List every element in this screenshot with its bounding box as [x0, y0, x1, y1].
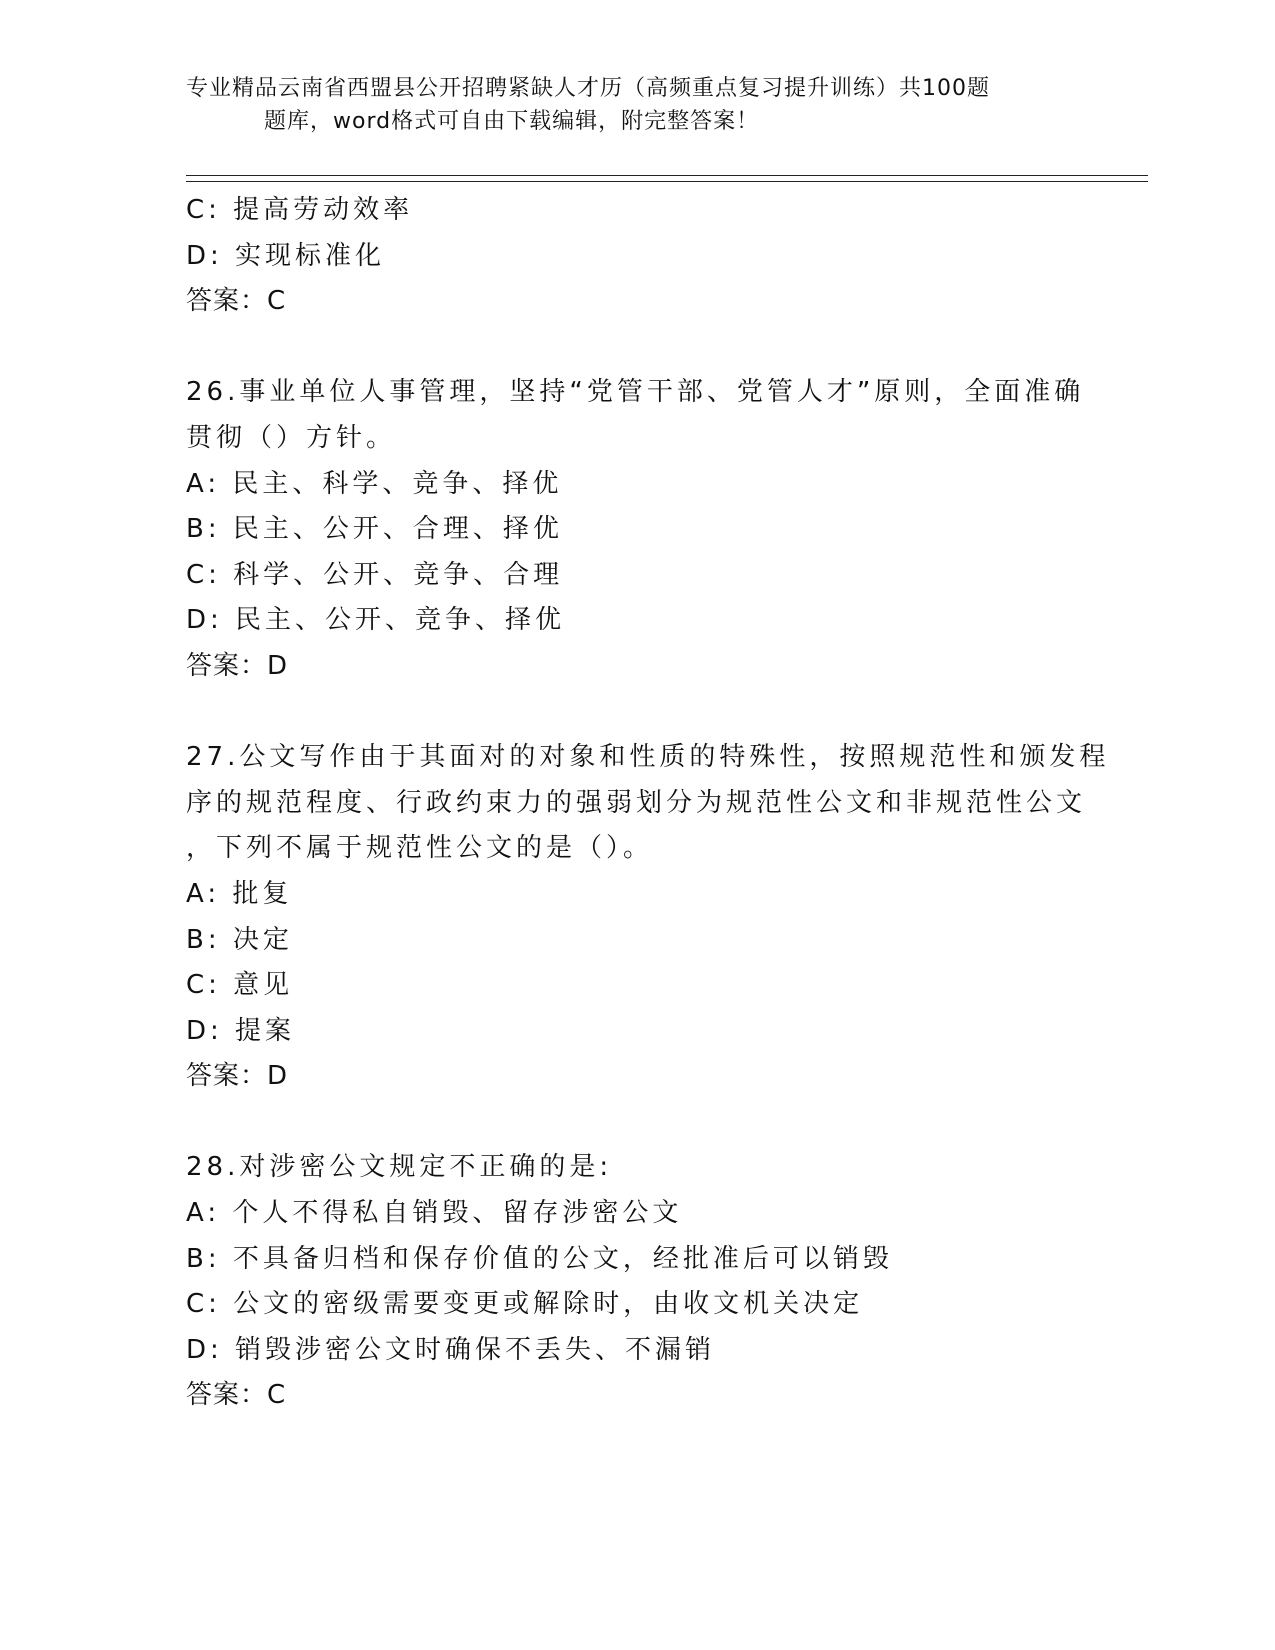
document-header — [186, 72, 1066, 138]
document-body — [186, 188, 1110, 1419]
q27-stem-line-2: 序的规范程度、行政约束力的强弱划分为规范性公文和非规范性公文 — [186, 787, 1087, 818]
q26-option-c: C: 科学、公开、竞争、合理 — [186, 559, 564, 590]
q25-option-d: D: 实现标准化 — [186, 240, 386, 271]
question-28 — [186, 1145, 1086, 1419]
q26-stem-line-2: 贯彻（）方针。 — [186, 422, 397, 453]
q28-option-b: B: 不具备归档和保存价值的公文，经批准后可以销毁 — [186, 1243, 893, 1274]
header-title-line-2: 题库，word格式可自由下载编辑，附完整答案！ — [264, 109, 760, 134]
header-rule-top — [186, 175, 1148, 176]
q27-option-d: D: 提案 — [186, 1015, 296, 1046]
q25-answer: 答案：C — [186, 286, 287, 317]
q27-option-a: A: 批复 — [186, 878, 293, 909]
q27-answer: 答案：D — [186, 1061, 289, 1092]
q26-option-d: D: 民主、公开、竞争、择优 — [186, 605, 566, 636]
q28-stem-line-1: 28.对涉密公文规定不正确的是: — [186, 1152, 613, 1183]
spacer — [186, 690, 1086, 736]
header-rule-bottom — [186, 181, 1148, 182]
q25-option-c: C: 提高劳动效率 — [186, 195, 414, 225]
header-title-line-1: 专业精品云南省西盟县公开招聘紧缺人才历（高频重点复习提升训练）共100题 — [186, 76, 990, 101]
q27-stem-line-1: 27.公文写作由于其面对的对象和性质的特殊性，按照规范性和颁发程 — [186, 742, 1110, 773]
spacer — [186, 1100, 1086, 1146]
spacer — [186, 325, 1086, 371]
question-26 — [186, 370, 1086, 689]
q28-answer: 答案：C — [186, 1380, 287, 1411]
q27-option-b: B: 决定 — [186, 924, 293, 955]
question-25-tail — [186, 188, 1086, 325]
question-27 — [186, 735, 1110, 1100]
q26-stem-line-1: 26.事业单位人事管理，坚持“党管干部、党管人才”原则，全面准确 — [186, 377, 1085, 408]
q26-option-a: A: 民主、科学、竞争、择优 — [186, 468, 563, 499]
q27-stem-line-3: ，下列不属于规范性公文的是（）。 — [186, 833, 654, 864]
q26-answer: 答案：D — [186, 650, 289, 681]
q28-option-a: A: 个人不得私自销毁、留存涉密公文 — [186, 1198, 683, 1229]
q28-option-d: D: 销毁涉密公文时确保不丢失、不漏销 — [186, 1334, 716, 1365]
q26-option-b: B: 民主、公开、合理、择优 — [186, 514, 563, 545]
q27-option-c: C: 意见 — [186, 970, 294, 1001]
q28-option-c: C: 公文的密级需要变更或解除时，由收文机关决定 — [186, 1289, 864, 1320]
